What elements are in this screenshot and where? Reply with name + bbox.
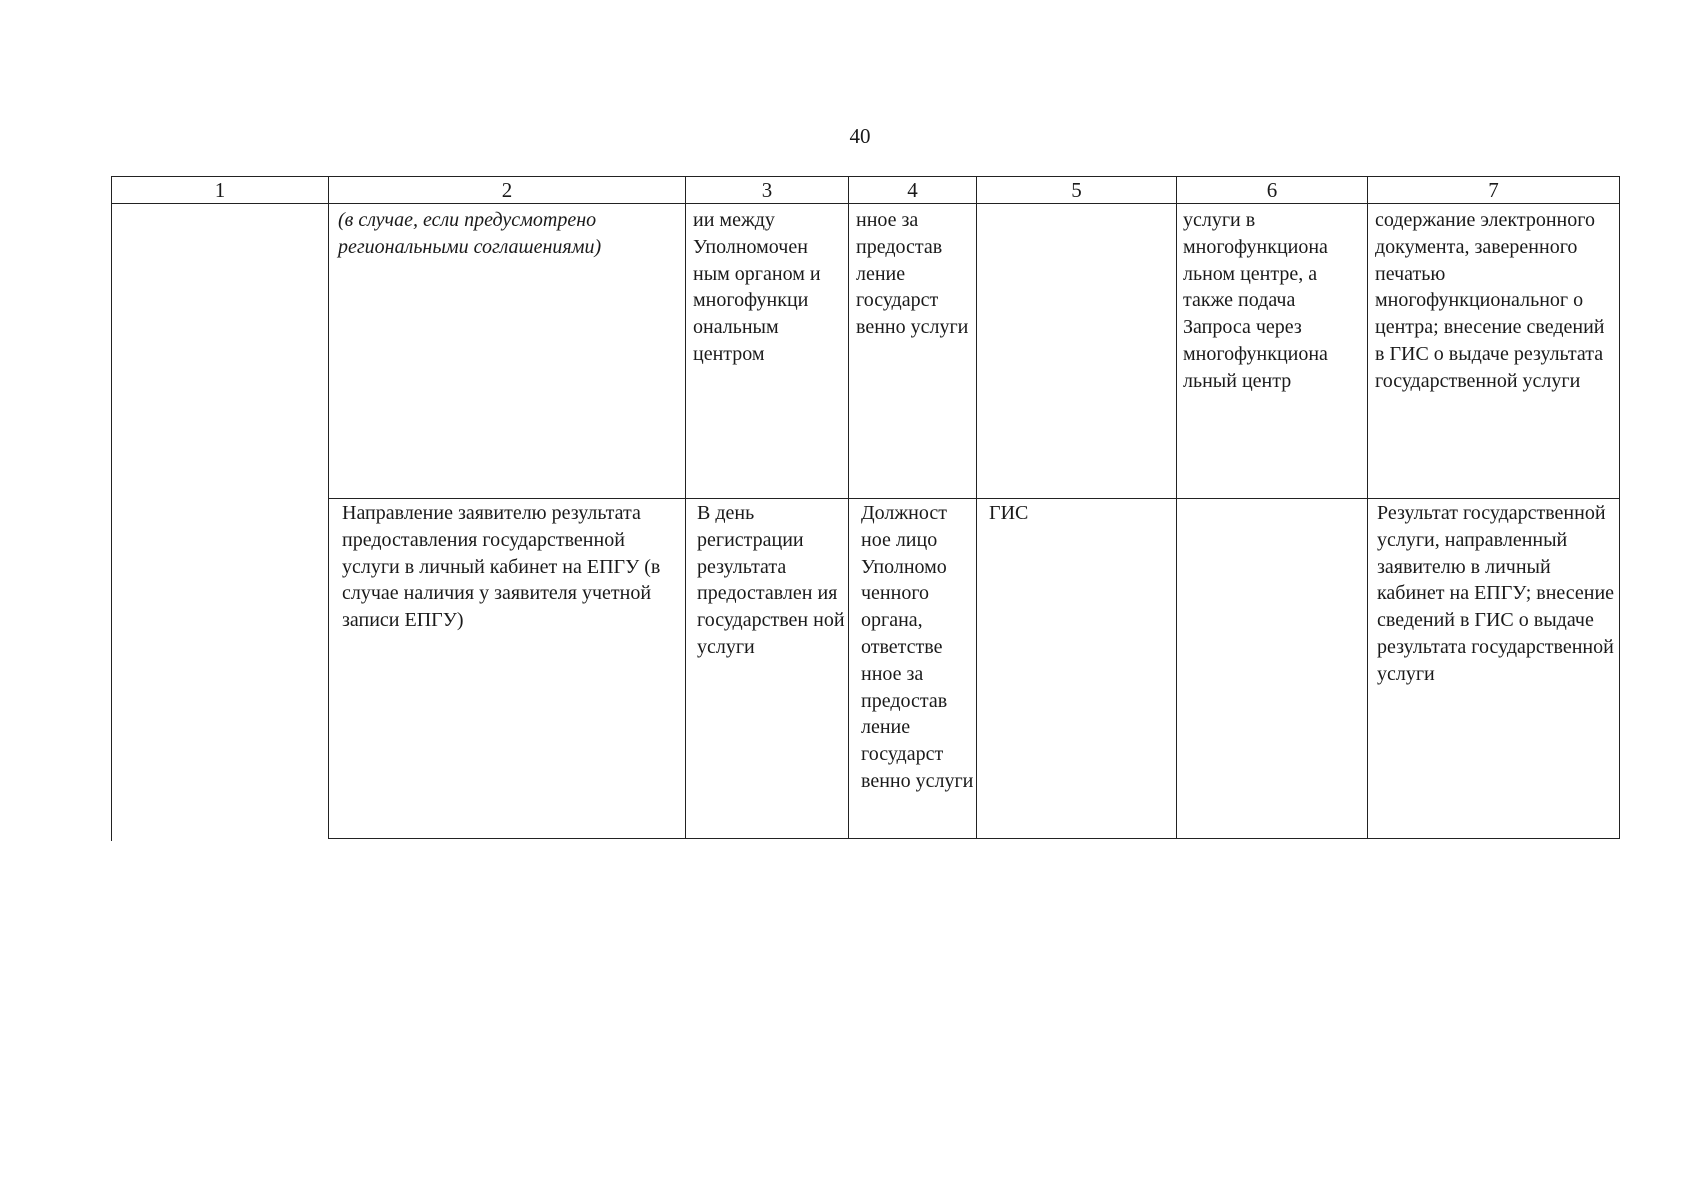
- column-divider-2: [328, 203, 329, 839]
- column-header-3: 3: [685, 177, 848, 203]
- row2-col3-cell: В день регистрации результата предоставлен ия государствен ной услуги: [697, 502, 845, 658]
- column-divider-6: [1176, 203, 1177, 839]
- column-divider-7: [1367, 203, 1368, 839]
- page-number: 40: [849, 124, 871, 148]
- column-header-5: 5: [976, 177, 1176, 203]
- column-header-7: 7: [1367, 177, 1619, 203]
- row1-col4-cell: нное за предостав ление государст венно услуги: [856, 209, 969, 339]
- column-divider-5: [976, 203, 977, 839]
- row1-col2-cell: (в случае, если предусмотрено региональными соглашениями): [338, 209, 602, 258]
- column-header-2: 2: [328, 177, 685, 203]
- row1-col6-cell: услуги в многофункциона льном центре, а также подача Запроса через многофункциона льный центр: [1183, 209, 1328, 392]
- row2-col4-cell: Должност ное лицо Уполномо ченного органа, ответстве нное за предостав ление государст венно услуги: [861, 502, 974, 792]
- column-header-4: 4: [848, 177, 976, 203]
- column-header-6: 6: [1176, 177, 1367, 203]
- row1-col3-cell: ии между Уполномочен ным органом и многофункци ональным центром: [693, 209, 821, 365]
- table-right-border: [1619, 203, 1620, 839]
- column-header-1: 1: [214, 178, 226, 202]
- row2-col5-cell: ГИС: [989, 502, 1029, 524]
- column-divider-3: [685, 203, 686, 839]
- column-divider-4: [848, 203, 849, 839]
- row1-col7-cell: содержание электронного документа, заверенного печатью многофункциональног о центра; внесение сведений в ГИС о выдаче результата государственной услуги: [1375, 209, 1605, 392]
- row-divider: [328, 498, 1620, 499]
- table-left-border: [111, 203, 112, 841]
- table-bottom-border: [328, 838, 1620, 839]
- row2-col2-cell: Направление заявителю результата предоставления государственной услуги в личный кабинет на ЕПГУ (в случае наличия у заявителя учетной записи ЕПГУ): [342, 502, 661, 632]
- row2-col7-cell: Результат государственной услуги, направленный заявителю в личный кабинет на ЕПГУ; внесение сведений в ГИС о выдаче результата государственной услуги: [1377, 502, 1615, 685]
- table-header-row: [111, 176, 1620, 204]
